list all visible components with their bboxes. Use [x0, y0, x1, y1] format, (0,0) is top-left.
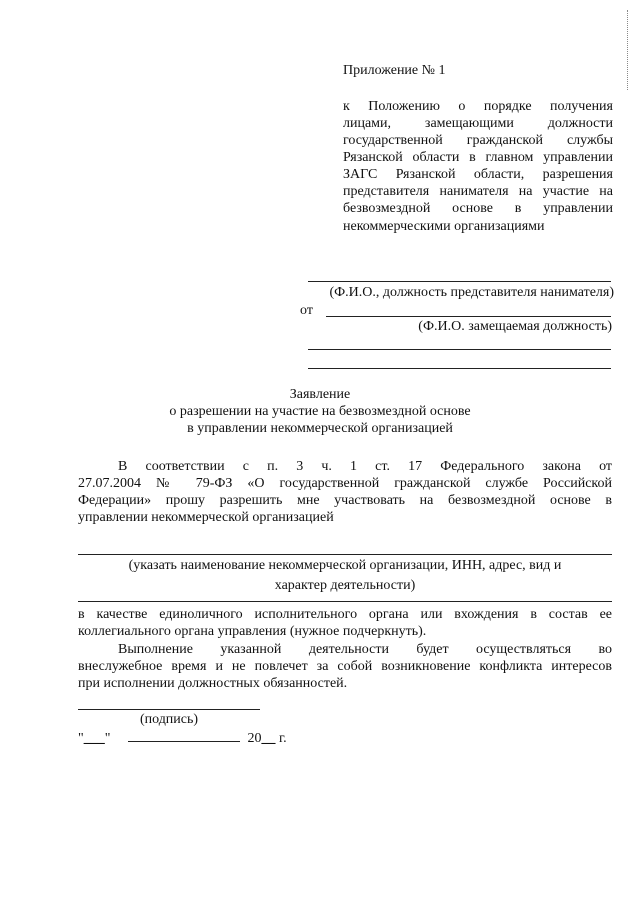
paragraph-line: коллегиального органа управления (нужное подчеркнуть).: [78, 624, 427, 640]
employer-name-line: [308, 281, 611, 282]
appendix-label: Приложение № 1: [343, 63, 446, 78]
paragraph-line: 27.07.2004 № 79-ФЗ «О государственной гражданской службе Российской: [78, 476, 612, 492]
conflict-paragraph: [78, 641, 612, 692]
employee-extra-line-1: [308, 349, 611, 350]
date-field: [78, 730, 287, 747]
signature-line: [78, 709, 260, 710]
reference-line: к Положению о порядке получения: [343, 99, 613, 114]
signature-label: (подпись): [139, 712, 199, 727]
employer-label: (Ф.И.О., должность представителя нанимателя): [329, 285, 614, 300]
page-edge-mark: [627, 10, 632, 90]
paragraph-line: Выполнение указанной деятельности будет осуществляться во: [118, 642, 612, 657]
date-quote-close: ": [104, 731, 111, 746]
title-line: в управлении некоммерческой организацией: [187, 421, 453, 437]
employee-extra-line-2: [308, 368, 611, 369]
title-line: Заявление: [289, 387, 351, 402]
organization-name-line: [78, 554, 612, 555]
month-blank-line: [128, 731, 240, 742]
appendix-reference: [343, 98, 613, 235]
year-blank: __: [261, 731, 276, 746]
request-paragraph: [78, 458, 612, 526]
paragraph-line: внеслужебное время и не повлечет за собой возникновение конфликта интересов: [78, 659, 612, 675]
paragraph-line: управлении некоммерческой организацией: [78, 510, 334, 526]
role-paragraph: [78, 606, 612, 640]
year-prefix: 20: [247, 731, 262, 746]
reference-line: ЗАГС Рязанской области, разрешения: [343, 167, 613, 183]
from-label: от: [300, 303, 313, 318]
appendix-title: [343, 62, 613, 79]
title-line: о разрешении на участие на безвозмездной основе: [169, 404, 471, 420]
paragraph-line: Федерации» прошу разрешить мне участвовать на безвозмездной основе в: [78, 493, 612, 509]
employee-name-line: [326, 316, 611, 317]
paragraph-line: В соответствии с п. 3 ч. 1 ст. 17 Федерального закона от: [118, 459, 612, 474]
statement-title: [160, 386, 480, 437]
hint-line: характер деятельности): [274, 578, 416, 594]
reference-line: безвозмездной основе в управлении: [343, 201, 613, 217]
employee-label: (Ф.И.О. замещаемая должность): [418, 319, 612, 334]
organization-detail-line: [78, 601, 612, 602]
paragraph-line: при исполнении должностных обязанностей.: [78, 676, 348, 692]
reference-line: Рязанской области в главном управлении: [343, 150, 613, 166]
reference-line: некоммерческими организациями: [343, 218, 545, 234]
organization-hint: [78, 557, 612, 594]
day-blank: ___: [83, 731, 105, 746]
reference-line: представителя нанимателя на участие на: [343, 184, 613, 200]
year-suffix: г.: [278, 731, 287, 746]
paragraph-line: в качестве единоличного исполнительного органа или вхождения в состав ее: [78, 607, 612, 622]
hint-line: (указать наименование некоммерческой организации, ИНН, адрес, вид и: [128, 558, 562, 573]
reference-line: государственной гражданской службы: [343, 133, 613, 149]
date-quote-open: ": [78, 731, 84, 746]
reference-line: лицами, замещающими должности: [343, 116, 613, 132]
